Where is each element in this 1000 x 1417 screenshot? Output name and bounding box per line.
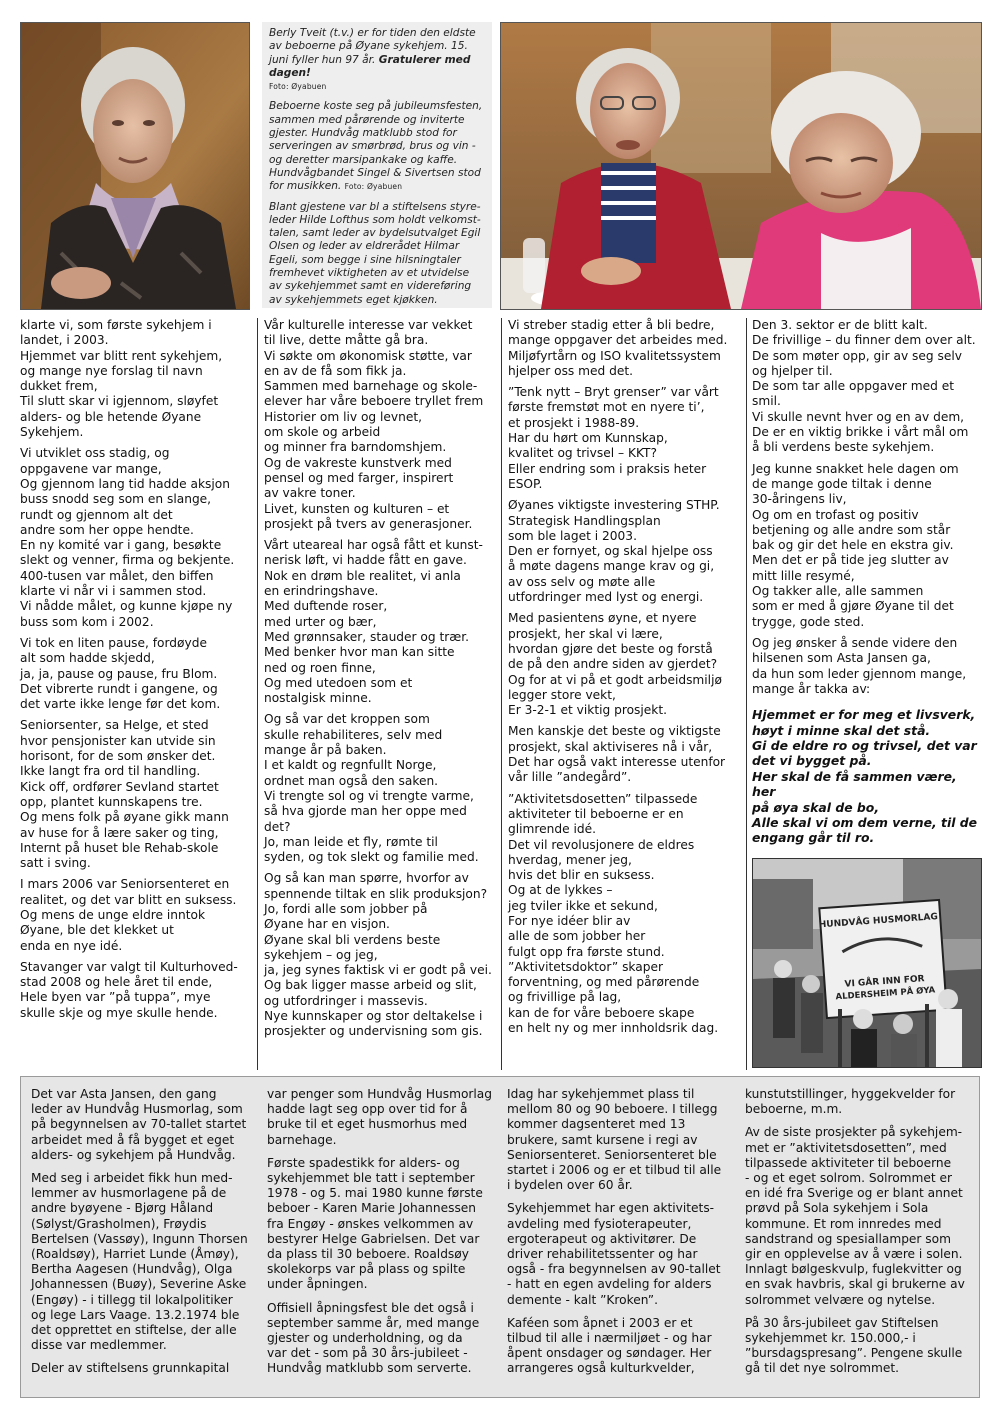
history-column-2 [267, 1087, 493, 1385]
paragraph: Sykehjemmet har egen aktivitets- avdeling med fysioterapeuter, ergoterapeut og aktivitører. De driver rehabilitetssenter og har også - fra begynnelsen av 90-tallet - hatt en egen avdeling for alders demente - kalt ”Kroken”. [507, 1201, 721, 1307]
paragraph: Vi streber stadig etter å bli bedre, mange oppgaver det arbeides med. Miljøfyrtårn og ISO kvalitetssystem hjelper oss med det. [508, 318, 728, 378]
photo-credit: Foto: Øyabuen [269, 82, 327, 92]
historical-illustration [753, 859, 981, 1067]
paragraph: Av de siste prosjekter på sykehjem- met er ”aktivitetsdosetten”, med tilpassede aktiviteter til beboerne - og et eget solrom. Solrommet er en idé fra Sverige og er blant annet prøvd på Sola sykehjem i Sola kommune. Et rom innredes med sandstrand og spesiallamper som gir en opplevelse av å være i solen. Innlagt bølgeskvulp, fuglekvitter og en svak havbris, skal gi brukerne av solrommet velvære og nytelse. [745, 1125, 965, 1307]
caption-congrats: Gratulerer med dagen! [269, 53, 471, 79]
column-divider [257, 318, 258, 1070]
sign-line-2: VI GÅR INN FOR [844, 974, 925, 990]
column-divider [501, 318, 502, 1070]
caption-paragraph-3: Blant gjestene var bl a stiftelsens styre-leder Hilde Lofthus som holdt velkomst-talen, samt leder av bydelsutvalget Egil Olsen og leder av eldrerådet Hilmar Egeli, som begge i sine hilsningtaler fremhevet viktigheten av et utvidelse av sykehjemmet samt en videreføring av sykehjemmets eget kjøkken. [269, 200, 481, 306]
paragraph: Med pasientens øyne, et nyere prosjekt, her skal vi lære, hvordan gjøre det beste og forstå de på den andre siden av gjerdet? Og for at vi på et godt arbeidsmiljø legger store vekt, Er 3-2-1 et viktig prosjekt. [508, 611, 722, 718]
paragraph: Vi utviklet oss stadig, og oppgavene var mange, Og gjennom lang tid hadde aksjon buss snodd seg som en slange, rundt og gjennom alt det andre som her oppe hendte. En ny komité var i gang, besøkte slekt og venner, firma og bekjente. 400-tusen var målet, den biffen klarte vi når vi i sammen stod. Vi nådde målet, og kunne kjøpe ny buss som kom i 2002. [20, 446, 235, 629]
paragraph: ”Aktivitetsdosetten” tilpassede aktiviteter til beboerne er en glimrende idé. Det vil revolusjonere de eldres hverdag, mener jeg, hvis det blir en suksess. Og at de lykkes – jeg tviler ikke et sekund, For nye idéer blir av alle de som jobber her fulgt opp fra første stund. ”Aktivitetsdoktor” skaper forventning, og med pårørende og frivillige på lag, kan de for våre beboere skape en helt ny og mer innholdsrik dag. [508, 791, 719, 1036]
paragraph: Første spadestikk for alders- og sykehjemmet ble tatt i september 1978 - og 5. mai 1980 kunne første beboer - Karen Marie Johannessen fra Engøy - ønskes velkommen av bestyrer Helge Gabrielsen. Det var da plass til 30 beboere. Roaldsøy skolekorps var på plass og spilte under åpningen. [267, 1155, 483, 1292]
paragraph: Øyanes viktigste investering STHP. Strategisk Handlingsplan som ble laget i 2003. Den er fornyet, og skal hjelpe oss å møte dagens mange krav og gi, av oss selv og møte alle utfordringer med lyst og energi. [508, 498, 720, 605]
paragraph: Jeg kunne snakket hele dagen om de mange gode tiltak i denne 30-åringens liv, Og om en trofast og positiv betjening og alle andre som står bak og gir det hele en ekstra giv. Men det er på tide jeg slutter av mitt lille resymé, Og takker alle, alle sammen som er med å gjøre Øyane til det trygge, gode sted. [752, 461, 959, 629]
paragraph: var penger som Hundvåg Husmorlag hadde lagt seg opp over tid for å bruke til et eget husmorhus med barnehage. [267, 1087, 493, 1147]
article-column-2 [264, 318, 496, 1046]
photo-credit: Foto: Øyabuen [344, 182, 403, 192]
paragraph: Vår kulturelle interesse var vekket til live, dette måtte gå bra. Vi søkte om økonomisk støtte, var en av de få som fikk ja. Sammen med barnehage og skole- elever har våre beboere tryllet frem Historier om liv og levnet, om skole og arbeid og minner fra barndomshjem. Og de vakreste kunstverk med pensel og med farger, inspirert av vakre toner. Livet, kunsten og kulturen – et prosjekt på tvers av generasjoner. [264, 318, 484, 531]
sign-line-1: HUNDVÅG HUSMORLAG [818, 912, 939, 931]
history-column-3 [507, 1087, 733, 1385]
paragraph: Deler av stiftelsens grunnkapital [31, 1361, 230, 1376]
paragraph: På 30 års-jubileet gav Stiftelsen sykehjemmet kr. 150.000,- i ”bursdagspresang”. Pengene skulle gå til det nye solrommet. [745, 1315, 963, 1376]
paragraph: Men kanskje det beste og viktigste prosjekt, skal aktiviseres nå i vår, Det har også vakt interesse utenfor vår lille ”andegård”. [508, 724, 726, 785]
celebration-illustration [501, 23, 981, 309]
caption-paragraph-2 [269, 100, 485, 193]
article-column-4 [752, 318, 980, 852]
caption-text: Beboerne koste seg på jubileumsfesten, sammen med pårørende og inviterte gjester. Hundvåg matklubb stod for serveringen av smørbrød, brus og vin - og deretter marsipankake og kaffe. Hundvågbandet Singel & Sivertsen stod for musikken. [269, 100, 483, 193]
caption-paragraph-1 [269, 27, 485, 93]
portrait-photo [20, 22, 250, 310]
article-column-1 [20, 318, 252, 1027]
article-column-3 [508, 318, 742, 1042]
historical-photo [752, 858, 982, 1068]
paragraph: kunstutstillinger, hyggekvelder for beboerne, m.m. [745, 1087, 956, 1117]
portrait-illustration [21, 23, 249, 309]
paragraph: ”Tenk nytt – Bryt grenser” var vårt første fremstøt mot en nyere ti’, et prosjekt i 1988-89. Har du hørt om Kunnskap, kvalitet og trivsel – KKT? Eller endring som i praksis heter ESOP. [508, 385, 719, 491]
paragraph: Og jeg ønsker å sende videre den hilsenen som Asta Jansen ga, da hun som leder gjennom mange, mange år takka av: [752, 635, 967, 696]
paragraph: Og så var det kroppen som skulle rehabiliteres, selv med mange år på baken. I et kaldt og regnfullt Norge, ordnet man også den saken. Vi trengte sol og vi trengte varme, så hva gjorde man her oppe med det? Jo, man leide et fly, rømte til syden, og tok slekt og familie med. [264, 712, 479, 865]
photo-caption-box [262, 22, 492, 308]
paragraph: Vi tok en liten pause, fordøyde alt som hadde skjedd, ja, ja, pause og pause, fru Blom. Det vibrerte rundt i gangene, og det varte ikke lenge før det kom. [20, 635, 221, 712]
sign-line-3: ALDERSHEIM PÅ ØYA [835, 985, 936, 1003]
history-box [20, 1076, 980, 1398]
history-column-4 [745, 1087, 971, 1385]
closing-poem: Hjemmet er for meg et livsverk, høyt i minne skal det stå. Gi de eldre ro og trivsel, det var det vi bygget på. Her skal de få sammen være, her på øya skal de bo, Alle skal vi om dem verne, til de engang går til ro. [752, 707, 978, 846]
paragraph: klarte vi, som første sykehjem i landet, i 2003. Hjemmet var blitt rent sykehjem, og mange nye forslag til navn dukket frem, Til slutt skar vi igjennom, sløyfet alders- og ble hetende Øyane Sykehjem. [20, 318, 223, 440]
history-column-1 [31, 1087, 257, 1385]
column-divider [746, 318, 747, 1070]
paragraph: Vårt uteareal har også fått et kunst- nerisk løft, vi hadde fått en gave. Nok en drøm ble realitet, vi anla en erindringshave. Med duftende roser, med urter og bær, Med grønnsaker, stauder og trær. Med benker hvor man kan sitte ned og roen finne, Og med utedoen som et nostalgisk minne. [264, 538, 483, 706]
paragraph: Det var Asta Jansen, den gang leder av Hundvåg Husmorlag, som på begynnelsen av 70-tallet startet arbeidet med å få bygget et eget alders- og sykehjem på Hundvåg. [31, 1087, 247, 1162]
paragraph: Stavanger var valgt til Kulturhoved- stad 2008 og hele året til ende, Hele byen var ”på tuppa”, mye skulle skje og mye skulle hende. [20, 959, 238, 1020]
paragraph: Kaféen som åpnet i 2003 er et tilbud til alle i nærmiljøet - og har åpent onsdager og søndager. Her arrangeres også kulturkvelder, [507, 1315, 712, 1376]
paragraph: Idag har sykehjemmet plass til mellom 80 og 90 beboere. I tillegg kommer dagsenteret med 13 brukere, samt kursene i regi av Seniorsenteret. Seniorsenteret ble startet i 2006 og er et tilbud til alle i bydelen over 60 år. [507, 1087, 722, 1193]
celebration-photo [500, 22, 982, 310]
caption-text: Berly Tveit (t.v.) er for tiden den eldste av beboerne på Øyane sykehjem. 15. juni fyller hun 97 år. [269, 27, 476, 66]
paragraph: Med seg i arbeidet fikk hun med- lemmer av husmorlagene på de andre byøyene - Bjørg Håland (Sølyst/Grasholmen), Frøydis Bertelsen (Vassøy), Ingunn Thorsen (Roaldsøy), Harriet Lunde (Åmøy), Bertha Aagesen (Hundvåg), Olga Johannessen (Buøy), Severine Aske (Engøy) - i tillegg til lokalpolitiker og lege Lars Vaage. 13.2.1974 ble det opprettet en stiftelse, der alle disse var medlemmer. [31, 1171, 248, 1353]
paragraph: Den 3. sektor er de blitt kalt. De frivillige – du finner dem over alt. De som møter opp, gir av seg selv og hjelper til. De som tar alle oppgaver med et smil. Vi skulle nevnt hver og en av dem, De er en viktig brikke i vårt mål om å bli verdens beste sykehjem. [752, 318, 976, 455]
paragraph: Seniorsenter, sa Helge, et sted hvor pensjonister kan utvide sin horisont, for de som ønsker det. Ikke langt fra ord til handling. Kick off, ordfører Sevland startet opp, plantet kunnskapens tre. Og mens folk på øyane gikk mann av huse for å lære saker og ting, Internt på huset ble Rehab-skole satt i sving. [20, 718, 229, 871]
paragraph: Offisiell åpningsfest ble det også i september samme år, med mange gjester og underholdning, og da var det - som på 30 års-jubileet - Hundvåg matklubb som serverte. [267, 1300, 480, 1376]
paragraph: Og så kan man spørre, hvorfor av spennende tiltak en slik produksjon? Jo, fordi alle som jobber på Øyane har en visjon. Øyane skal bli verdens beste sykehjem – og jeg, ja, jeg synes faktisk vi er godt på vei. Og bak ligger masse arbeid og slit, og utfordringer i massevis. Nye kunnskaper og stor deltakelse i prosjekter og undervisning som gis. [264, 871, 492, 1039]
paragraph: I mars 2006 var Seniorsenteret en realitet, og det var blitt en suksess. Og mens de unge eldre inntok Øyane, ble det klekket ut enda en nye idé. [20, 877, 237, 953]
